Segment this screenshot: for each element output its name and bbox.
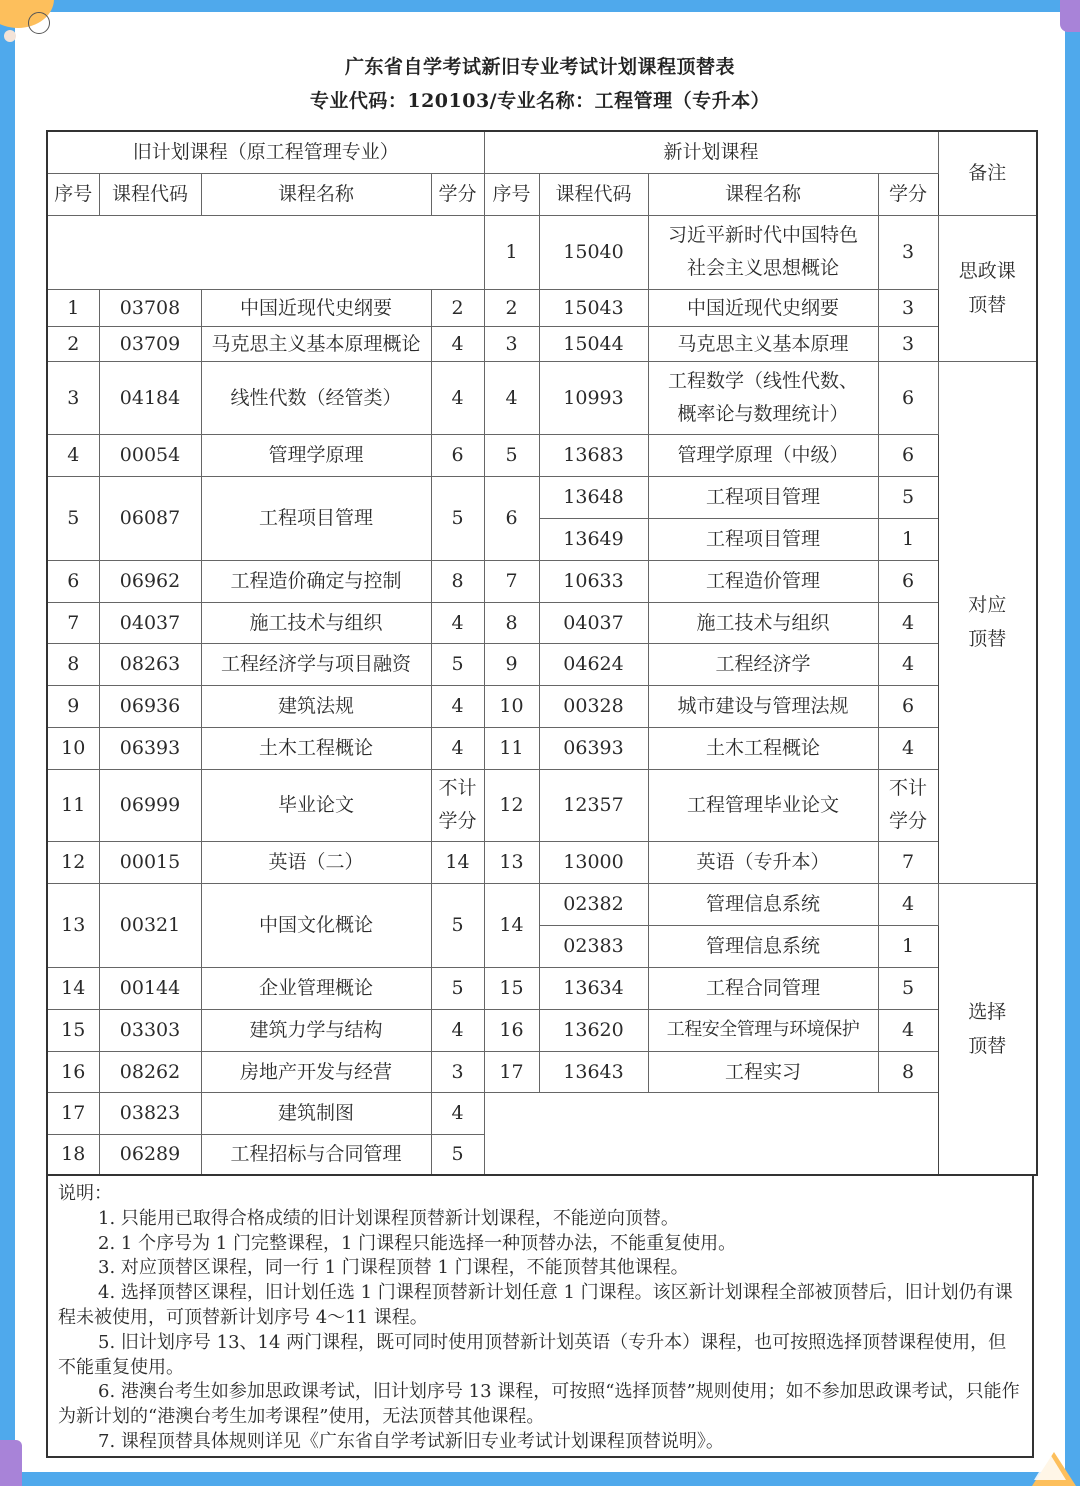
old-credit: 5 [431, 967, 484, 1009]
new-code: 13000 [539, 841, 648, 883]
new-credit: 不计 学分 [878, 769, 938, 841]
new-credit: 4 [878, 727, 938, 769]
new-credit: 4 [878, 602, 938, 643]
new-name: 工程项目管理 [648, 476, 878, 518]
old-code: 04037 [99, 602, 201, 643]
new-name: 中国近现代史纲要 [648, 289, 878, 326]
column-header-credit: 学分 [878, 173, 938, 215]
old-credit: 5 [431, 643, 484, 685]
new-credit: 6 [878, 560, 938, 602]
old-credit: 不计 学分 [431, 769, 484, 841]
new-seq: 4 [484, 361, 539, 434]
note-item: 1. 只能用已取得合格成绩的旧计划课程顶替新计划课程，不能逆向顶替。 [98, 1207, 679, 1229]
new-code: 15044 [539, 326, 648, 361]
new-seq: 12 [484, 769, 539, 841]
page-title: 广东省自学考试新旧专业考试计划课程顶替表 [344, 56, 735, 78]
new-seq: 9 [484, 643, 539, 685]
old-credit: 4 [431, 602, 484, 643]
table-row [47, 685, 1037, 727]
old-seq: 15 [47, 1009, 99, 1051]
note-item: 4. 选择顶替区课程，旧计划任选 1 门课程顶替新计划任意 1 门课程。该区新计划课程全部被顶替后，旧计划仍有课程未被使用，可顶替新计划序号 4～11 课程。 [58, 1282, 1013, 1328]
old-name: 建筑制图 [201, 1092, 431, 1134]
empty-new-course-cell [484, 1092, 938, 1175]
note-item: 2. 1 个序号为 1 门完整课程，1 门课程只能选择一种顶替办法，不能重复使用。 [98, 1232, 737, 1254]
old-seq: 5 [47, 476, 99, 560]
table-row [47, 602, 1037, 643]
old-code: 03709 [99, 326, 201, 361]
new-name: 工程项目管理 [648, 518, 878, 560]
old-name: 线性代数（经管类） [201, 361, 431, 434]
old-name: 工程项目管理 [201, 476, 431, 560]
new-credit: 6 [878, 685, 938, 727]
old-credit: 4 [431, 361, 484, 434]
new-name: 工程合同管理 [648, 967, 878, 1009]
old-seq: 18 [47, 1134, 99, 1175]
new-credit: 4 [878, 643, 938, 685]
notes-heading: 说明： [58, 1183, 112, 1204]
new-credit: 3 [878, 215, 938, 289]
new-credit: 7 [878, 841, 938, 883]
new-seq: 3 [484, 326, 539, 361]
new-name: 工程管理毕业论文 [648, 769, 878, 841]
old-credit: 3 [431, 1051, 484, 1092]
new-code: 10993 [539, 361, 648, 434]
decorative-corner-shape [0, 1440, 22, 1486]
old-code: 03823 [99, 1092, 201, 1134]
old-name: 工程经济学与项目融资 [201, 643, 431, 685]
new-seq: 10 [484, 685, 539, 727]
old-seq: 9 [47, 685, 99, 727]
old-seq: 14 [47, 967, 99, 1009]
new-code: 13649 [539, 518, 648, 560]
old-credit: 8 [431, 560, 484, 602]
new-seq: 11 [484, 727, 539, 769]
remark-header: 备注 [938, 131, 1037, 215]
old-seq: 10 [47, 727, 99, 769]
old-credit: 4 [431, 685, 484, 727]
table-row [47, 434, 1037, 476]
new-name: 工程实习 [648, 1051, 878, 1092]
old-name: 英语（二） [201, 841, 431, 883]
old-name: 中国近现代史纲要 [201, 289, 431, 326]
note-item: 3. 对应顶替区课程，同一行 1 门课程顶替 1 门课程，不能顶替其他课程。 [98, 1257, 689, 1279]
new-credit: 3 [878, 326, 938, 361]
old-name: 毕业论文 [201, 769, 431, 841]
new-name: 管理信息系统 [648, 925, 878, 967]
decorative-corner-shape [1060, 0, 1080, 32]
old-credit: 4 [431, 1092, 484, 1134]
old-seq: 17 [47, 1092, 99, 1134]
table-row [47, 1092, 1037, 1134]
table-row [47, 361, 1037, 434]
old-credit: 4 [431, 326, 484, 361]
old-code: 08263 [99, 643, 201, 685]
old-credit: 14 [431, 841, 484, 883]
old-name: 施工技术与组织 [201, 602, 431, 643]
new-seq: 1 [484, 215, 539, 289]
old-seq: 13 [47, 883, 99, 967]
new-name: 城市建设与管理法规 [648, 685, 878, 727]
new-credit: 4 [878, 883, 938, 925]
new-seq: 15 [484, 967, 539, 1009]
column-header-name: 课程名称 [201, 173, 431, 215]
old-code: 08262 [99, 1051, 201, 1092]
old-seq: 12 [47, 841, 99, 883]
column-header-seq: 序号 [484, 173, 539, 215]
note-item: 7. 课程顶替具体规则详见《广东省自学考试新旧专业考试计划课程顶替说明》。 [98, 1430, 724, 1452]
new-name: 工程造价管理 [648, 560, 878, 602]
new-code: 12357 [539, 769, 648, 841]
new-seq: 8 [484, 602, 539, 643]
decorative-triangle-icon [1034, 1454, 1066, 1480]
new-code: 13648 [539, 476, 648, 518]
old-name: 房地产开发与经营 [201, 1051, 431, 1092]
new-credit: 1 [878, 925, 938, 967]
column-header-credit: 学分 [431, 173, 484, 215]
old-credit: 4 [431, 1009, 484, 1051]
old-code: 06936 [99, 685, 201, 727]
old-code: 06999 [99, 769, 201, 841]
new-name: 马克思主义基本原理 [648, 326, 878, 361]
decorative-ring-icon [28, 12, 50, 34]
new-code: 02382 [539, 883, 648, 925]
new-credit: 5 [878, 967, 938, 1009]
new-code: 13643 [539, 1051, 648, 1092]
empty-old-course-cell [47, 215, 484, 289]
new-seq: 7 [484, 560, 539, 602]
new-code: 13620 [539, 1009, 648, 1051]
old-credit: 5 [431, 476, 484, 560]
course-substitution-table [46, 130, 1038, 1176]
new-name: 管理学原理（中级） [648, 434, 878, 476]
old-code: 06289 [99, 1134, 201, 1175]
old-seq: 7 [47, 602, 99, 643]
new-credit: 8 [878, 1051, 938, 1092]
old-code: 00321 [99, 883, 201, 967]
table-row [47, 727, 1037, 769]
new-code: 06393 [539, 727, 648, 769]
old-credit: 5 [431, 883, 484, 967]
old-seq: 2 [47, 326, 99, 361]
new-code: 04624 [539, 643, 648, 685]
old-code: 06087 [99, 476, 201, 560]
new-credit: 1 [878, 518, 938, 560]
old-seq: 4 [47, 434, 99, 476]
old-code: 03708 [99, 289, 201, 326]
table-row [47, 1009, 1037, 1051]
old-name: 管理学原理 [201, 434, 431, 476]
table-row [47, 289, 1037, 326]
column-header-code: 课程代码 [539, 173, 648, 215]
old-code: 00144 [99, 967, 201, 1009]
new-code: 13634 [539, 967, 648, 1009]
old-plan-header: 旧计划课程（原工程管理专业） [47, 131, 484, 173]
column-header-seq: 序号 [47, 173, 99, 215]
new-seq: 2 [484, 289, 539, 326]
old-name: 土木工程概论 [201, 727, 431, 769]
old-name: 建筑法规 [201, 685, 431, 727]
new-name: 工程数学（线性代数、 概率论与数理统计） [648, 361, 878, 434]
old-seq: 8 [47, 643, 99, 685]
new-name: 土木工程概论 [648, 727, 878, 769]
table-row [47, 841, 1037, 883]
new-seq: 16 [484, 1009, 539, 1051]
old-code: 06393 [99, 727, 201, 769]
new-code: 13683 [539, 434, 648, 476]
page-subtitle: 专业代码：120103/专业名称：工程管理（专升本） [309, 90, 771, 112]
old-credit: 6 [431, 434, 484, 476]
table-row [47, 643, 1037, 685]
new-seq: 13 [484, 841, 539, 883]
new-credit: 6 [878, 361, 938, 434]
column-header-name: 课程名称 [648, 173, 878, 215]
note-item: 5. 旧计划序号 13、14 两门课程，既可同时使用顶替新计划英语（专升本）课程，也可按照选择顶替课程使用，但不能重复使用。 [58, 1331, 1007, 1378]
table-row [47, 476, 1037, 518]
new-seq: 6 [484, 476, 539, 560]
new-seq: 17 [484, 1051, 539, 1092]
old-seq: 11 [47, 769, 99, 841]
old-seq: 6 [47, 560, 99, 602]
old-name: 工程招标与合同管理 [201, 1134, 431, 1175]
new-code: 15043 [539, 289, 648, 326]
old-name: 中国文化概论 [201, 883, 431, 967]
old-code: 00015 [99, 841, 201, 883]
new-credit: 5 [878, 476, 938, 518]
table-header-row [47, 131, 1037, 173]
old-code: 06962 [99, 560, 201, 602]
note-item: 6. 港澳台考生如参加思政课考试，旧计划序号 13 课程，可按照“选择顶替”规则使用；如不参加思政课考试，只能作为新计划的“港澳台考生加考课程”使用，无法顶替其他课程。 [58, 1381, 1020, 1428]
old-seq: 1 [47, 289, 99, 326]
column-header-row [47, 173, 1037, 215]
new-name: 管理信息系统 [648, 883, 878, 925]
new-name: 习近平新时代中国特色 社会主义思想概论 [648, 215, 878, 289]
table-row [47, 1051, 1037, 1092]
remark-cell: 思政课 顶替 [938, 215, 1037, 361]
new-seq: 5 [484, 434, 539, 476]
new-credit: 3 [878, 289, 938, 326]
new-code: 02383 [539, 925, 648, 967]
new-code: 10633 [539, 560, 648, 602]
new-plan-header: 新计划课程 [484, 131, 938, 173]
decorative-dot-icon [4, 30, 16, 42]
old-name: 企业管理概论 [201, 967, 431, 1009]
table-row [47, 967, 1037, 1009]
new-name: 英语（专升本） [648, 841, 878, 883]
old-code: 00054 [99, 434, 201, 476]
new-name: 工程经济学 [648, 643, 878, 685]
new-seq: 14 [484, 883, 539, 967]
table-row [47, 883, 1037, 925]
old-credit: 5 [431, 1134, 484, 1175]
new-code: 04037 [539, 602, 648, 643]
table-row [47, 560, 1037, 602]
table-row [47, 326, 1037, 361]
old-seq: 16 [47, 1051, 99, 1092]
old-code: 03303 [99, 1009, 201, 1051]
table-row [47, 769, 1037, 841]
old-name: 工程造价确定与控制 [201, 560, 431, 602]
old-credit: 2 [431, 289, 484, 326]
new-credit: 4 [878, 1009, 938, 1051]
new-name: 工程安全管理与环境保护 [648, 1009, 878, 1051]
new-name: 施工技术与组织 [648, 602, 878, 643]
old-name: 建筑力学与结构 [201, 1009, 431, 1051]
old-name: 马克思主义基本原理概论 [201, 326, 431, 361]
old-code: 04184 [99, 361, 201, 434]
column-header-code: 课程代码 [99, 173, 201, 215]
old-seq: 3 [47, 361, 99, 434]
table-row [47, 215, 1037, 289]
remark-cell: 选择 顶替 [938, 883, 1037, 1175]
new-code: 15040 [539, 215, 648, 289]
new-code: 00328 [539, 685, 648, 727]
notes-section [46, 1174, 1034, 1458]
new-credit: 6 [878, 434, 938, 476]
old-credit: 4 [431, 727, 484, 769]
remark-cell: 对应 顶替 [938, 361, 1037, 883]
